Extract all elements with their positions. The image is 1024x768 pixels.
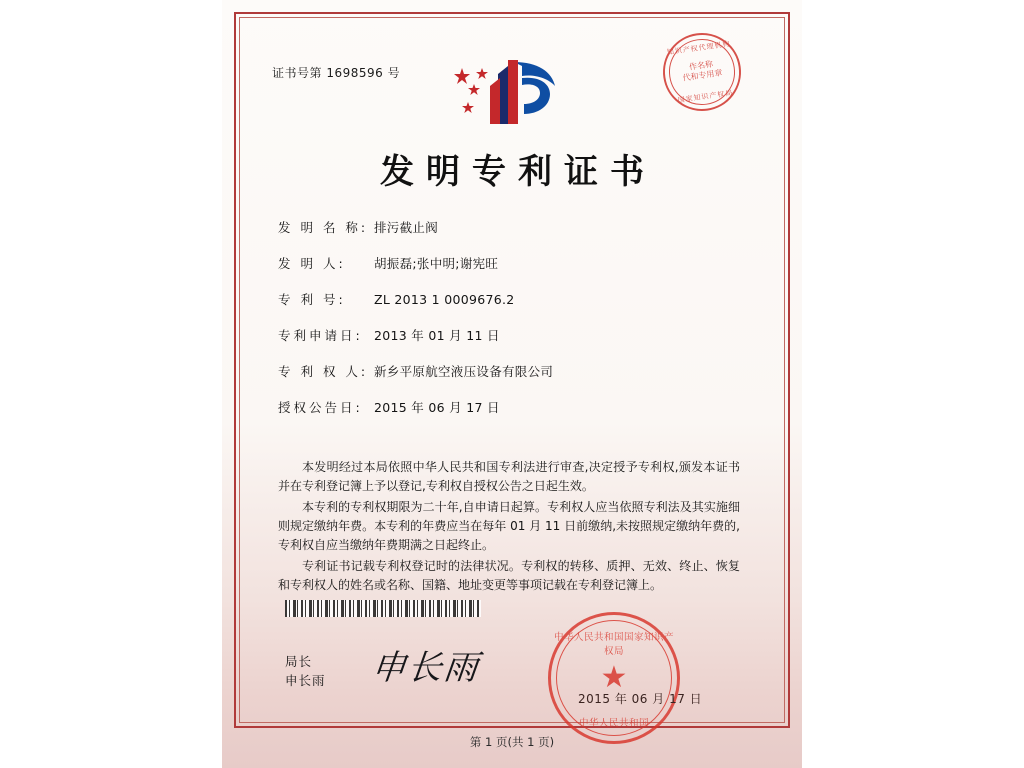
field-label: 专 利 权 人:: [278, 364, 369, 379]
agency-seal-arc-bottom: 国家知识产权局: [677, 88, 734, 105]
field-label: 发 明 名 称:: [278, 220, 369, 235]
field-invention-name: [278, 218, 748, 236]
signature-block: [285, 652, 326, 690]
director-title-label: 局长: [285, 654, 313, 669]
field-label: 授权公告日:: [278, 400, 363, 415]
paragraph-1: 本发明经过本局依照中华人民共和国专利法进行审查,决定授予专利权,颁发本证书并在专利登记簿上予以登记,专利权自授权公告之日起生效。: [278, 460, 740, 493]
field-value: ZL 2013 1 0009676.2: [374, 292, 515, 307]
national-office-seal: [548, 612, 680, 744]
field-label: 专 利 号:: [278, 292, 346, 307]
field-value: 胡振磊;张中明;谢宪旺: [374, 256, 499, 271]
legal-body-text: [278, 458, 740, 597]
agency-seal-center-line2: 代和专用章: [682, 68, 723, 83]
patent-fields: [278, 218, 748, 434]
barcode: [285, 600, 481, 617]
national-seal-arc-top: 中华人民共和国国家知识产权局: [553, 632, 674, 657]
certificate-number: 证书号第 1698596 号: [272, 66, 401, 80]
star-icon: ★: [600, 661, 628, 694]
agency-seal-arc-top: 知识产权代理机构: [666, 39, 731, 57]
national-seal-arc-bottom: 中华人民共和国: [578, 718, 649, 729]
field-grant-announcement-date: [278, 398, 748, 416]
agency-seal-center-line1: 作名称: [688, 59, 714, 72]
paragraph-3: 专利证书记载专利权登记时的法律状况。专利权的转移、质押、无效、终止、恢复和专利权人的姓名或名称、国籍、地址变更等事项记载在专利登记簿上。: [278, 559, 740, 592]
paragraph-2: 本专利的专利权期限为二十年,自申请日起算。专利权人应当依照专利法及其实施细则规定缴纳年费。本专利的年费应当在每年 01 月 11 日前缴纳,未按照规定缴纳年费的,专利权自应当缴纳年费期满之日起终止。: [278, 500, 740, 552]
field-value: 2013 年 01 月 11 日: [374, 328, 500, 343]
page-title: 发明专利证书: [380, 152, 656, 192]
field-application-date: [278, 326, 748, 344]
field-value: 新乡平原航空液压设备有限公司: [374, 364, 554, 379]
field-value: 2015 年 06 月 17 日: [374, 400, 500, 415]
patent-office-emblem-icon: [452, 56, 560, 128]
field-patent-number: [278, 290, 748, 308]
handwritten-signature: 申长雨: [369, 648, 482, 688]
page-footer: 第 1 页(共 1 页): [469, 735, 555, 749]
field-value: 排污截止阀: [374, 220, 439, 235]
director-name-label: 申长雨: [285, 673, 326, 688]
field-patentee: [278, 362, 748, 380]
field-inventors: [278, 254, 748, 272]
field-label: 发 明 人:: [278, 256, 346, 271]
field-label: 专利申请日:: [278, 328, 363, 343]
seal-date: 2015 年 06 月 17 日: [578, 692, 703, 706]
